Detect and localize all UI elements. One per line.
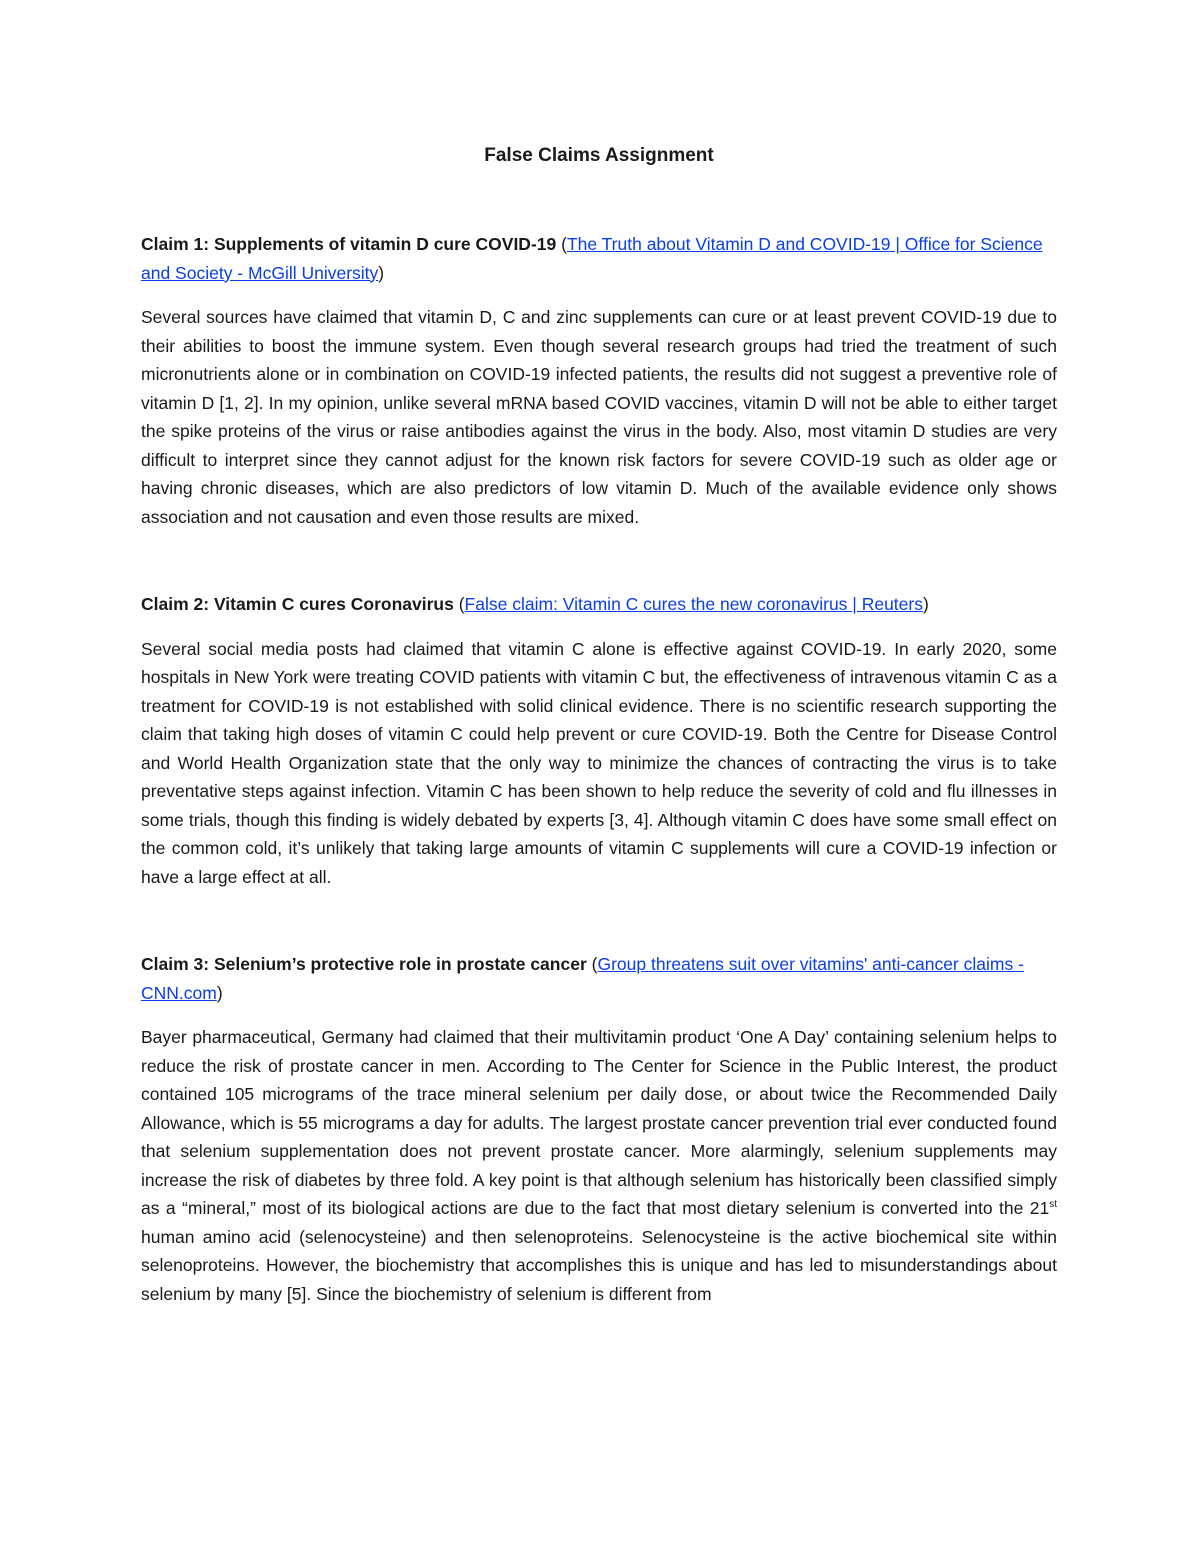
paren-open: ( bbox=[586, 954, 598, 974]
paren-open: ( bbox=[556, 234, 567, 254]
claim-body: Several sources have claimed that vitamin D, C and zinc supplements can cure or at least prevent COVID-19 due to their abilities to boost the immune system. Even though several research groups had tried the treatment of such micronutrients alone or in combination on COVID-19 infected patients, the results did not suggest a preventive role of vitamin D [1, 2]. In my opinion, unlike several mRNA based COVID vaccines, vitamin D will not be able to either target the spike proteins of the virus or raise antibodies against the virus in the body. Also, most vitamin D studies are very difficult to interpret since they cannot adjust for the known risk factors for severe COVID-19 such as older age or having chronic diseases, which are also predictors of low vitamin D. Much of the available evidence only shows association and not causation and even those results are mixed. bbox=[141, 307, 1057, 527]
ordinal-superscript: st bbox=[1049, 1199, 1057, 1211]
section-spacer bbox=[141, 531, 1057, 590]
claim-body-text-continued: human amino acid (selenocysteine) and then selenoproteins. Selenocysteine is the active biochemical site within selenoproteins. However, the biochemistry that accomplishes this is unique and has led to misunderstandings about selenium by many [5]. Since the biochemistry of selenium is different from bbox=[141, 1226, 1057, 1304]
claim-heading bbox=[141, 950, 1057, 1007]
paren-close: ) bbox=[922, 594, 929, 614]
paren-close: ) bbox=[216, 982, 223, 1003]
claim-section bbox=[141, 590, 1057, 891]
claim-label: Claim 3: Selenium’s protective role in prostate cancer bbox=[141, 954, 587, 974]
claim-body bbox=[141, 1023, 1057, 1308]
claim-label: Claim 1: Supplements of vitamin D cure COVID-19 bbox=[141, 234, 557, 254]
claim-label: Claim 2: Vitamin C cures Coronavirus bbox=[141, 594, 454, 614]
source-link[interactable]: Group threatens suit over vitamins' anti-cancer claims - CNN.com bbox=[141, 954, 1024, 1003]
paren-open: ( bbox=[453, 594, 465, 614]
document-page bbox=[141, 142, 1057, 1308]
claim-heading bbox=[141, 590, 1057, 619]
claim-heading bbox=[141, 230, 1057, 287]
source-link[interactable]: The Truth about Vitamin D and COVID-19 | Office for Science and Society - McGill University bbox=[141, 234, 1043, 283]
source-link[interactable]: False claim: Vitamin C cures the new coronavirus | Reuters bbox=[464, 594, 923, 614]
claim-section bbox=[141, 230, 1057, 531]
claim-section bbox=[141, 950, 1057, 1308]
claim-body-text: Bayer pharmaceutical, Germany had claimed that their multivitamin product ‘One A Day’ containing selenium helps to reduce the risk of prostate cancer in men. According to The Center for Science in the Public Interest, the product contained 105 micrograms of the trace mineral selenium per daily dose, or about twice the Recommended Daily Allowance, which is 55 micrograms a day for adults. The largest prostate cancer prevention trial ever conducted found that selenium supplementation does not prevent prostate cancer. More alarmingly, selenium supplements may increase the risk of diabetes by three fold. A key point is that although selenium has historically been classified simply as a “mineral,” most of its biological actions are due to the fact that most dietary selenium is converted into the 21 bbox=[141, 1027, 1057, 1218]
claim-body: Several social media posts had claimed that vitamin C alone is effective against COVID-19. In early 2020, some hospitals in New York were treating COVID patients with vitamin C but, the effectiveness of intravenous vitamin C as a treatment for COVID-19 is not established with solid clinical evidence. There is no scientific research supporting the claim that taking high doses of vitamin C could help prevent or cure COVID-19. Both the Centre for Disease Control and World Health Organization state that the only way to minimize the chances of contracting the virus is to take preventative steps against infection. Vitamin C has been shown to help reduce the severity of cold and flu illnesses in some trials, though this finding is widely debated by experts [3, 4]. Although vitamin C does have some small effect on the common cold, it’s unlikely that taking large amounts of vitamin C supplements will cure a COVID-19 infection or have a large effect at all. bbox=[141, 638, 1057, 887]
document-title: False Claims Assignment bbox=[484, 145, 714, 166]
section-spacer bbox=[141, 891, 1057, 950]
paren-close: ) bbox=[378, 262, 385, 283]
